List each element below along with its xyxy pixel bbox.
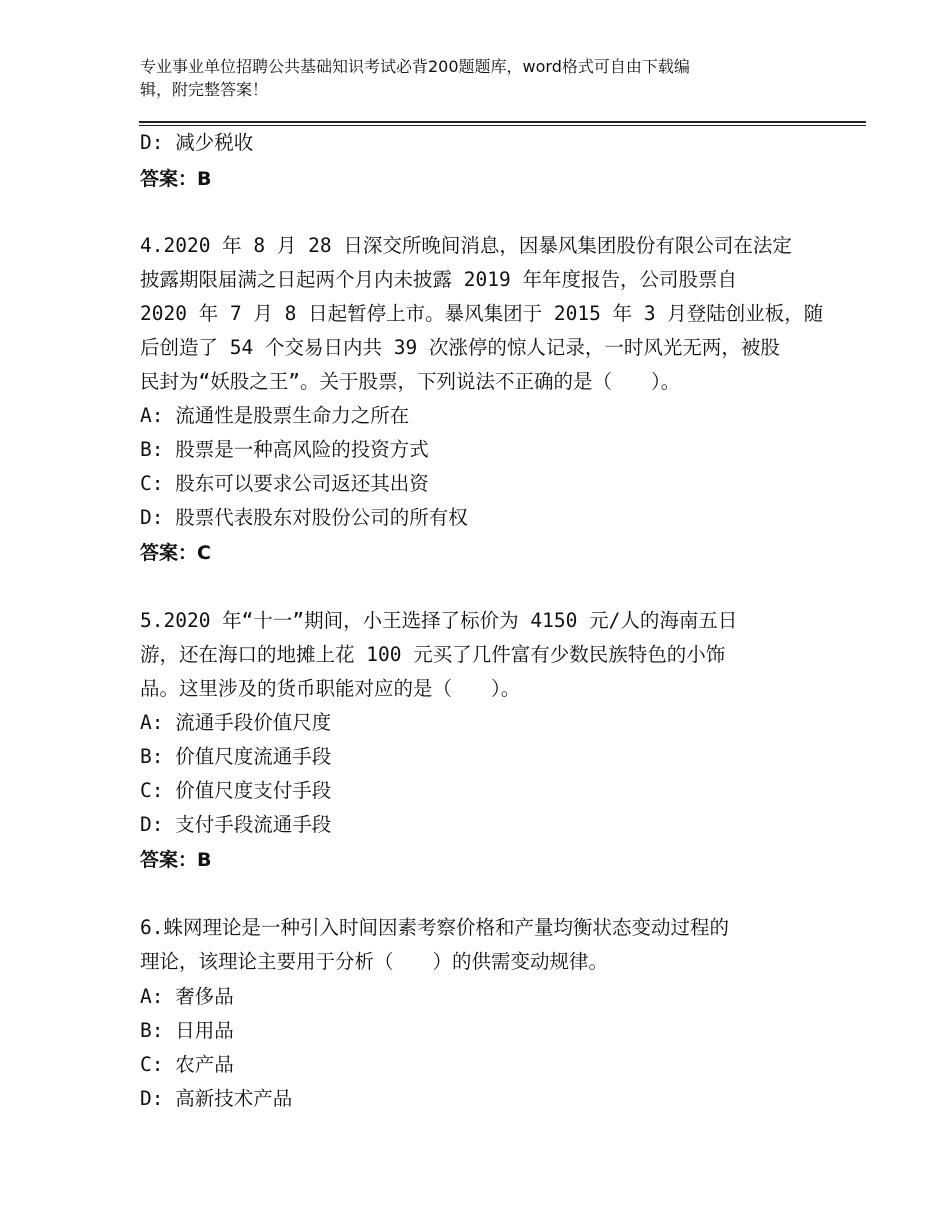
q3-answer: 答案：B xyxy=(140,168,212,190)
q5-option-d: D: 支付手段流通手段 xyxy=(140,813,332,836)
header-rule-thin xyxy=(139,125,866,126)
q4-text-line-2: 披露期限届满之日起两个月内未披露 2019 年年度报告，公司股票自 xyxy=(140,268,737,291)
q6-option-c: C: 农产品 xyxy=(140,1053,234,1076)
q4-option-c: C: 股东可以要求公司返还其出资 xyxy=(140,472,429,495)
q6-text-line-1: 6.蛛网理论是一种引入时间因素考察价格和产量均衡状态变动过程的 xyxy=(140,916,729,939)
q5-text-line-1: 5.2020 年“十一”期间，小王选择了标价为 4150 元/人的海南五日 xyxy=(140,609,738,632)
q4-option-a: A: 流通性是股票生命力之所在 xyxy=(140,404,410,427)
q6-option-d: D: 高新技术产品 xyxy=(140,1087,293,1110)
q5-text-line-2: 游，还在海口的地摊上花 100 元买了几件富有少数民族特色的小饰 xyxy=(140,643,726,666)
q4-text-line-3: 2020 年 7 月 8 日起暂停上市。暴风集团于 2015 年 3 月登陆创业板，随 xyxy=(140,302,824,325)
q5-option-c: C: 价值尺度支付手段 xyxy=(140,779,332,802)
q4-text-line-4: 后创造了 54 个交易日内共 39 次涨停的惊人记录，一时风光无两，被股 xyxy=(140,336,780,359)
q5-option-a: A: 流通手段价值尺度 xyxy=(140,711,332,734)
q4-option-d: D: 股票代表股东对股份公司的所有权 xyxy=(140,506,468,529)
q6-option-a: A: 奢侈品 xyxy=(140,985,234,1008)
q6-option-b: B: 日用品 xyxy=(140,1019,234,1042)
page-header: 专业事业单位招聘公共基础知识考试必背200题题库，word格式可自由下载编 辑，附完整答案！ xyxy=(140,57,690,99)
q4-text-line-5: 民封为“妖股之王”。关于股票，下列说法不正确的是（ ）。 xyxy=(140,370,681,393)
q3-option-d: D: 减少税收 xyxy=(140,131,254,154)
header-rule-thick xyxy=(139,121,866,123)
q5-text-line-3: 品。这里涉及的货币职能对应的是（ ）。 xyxy=(140,677,521,700)
q4-text-line-1: 4.2020 年 8 月 28 日深交所晚间消息，因暴风集团股份有限公司在法定 xyxy=(140,234,792,257)
q5-answer: 答案：B xyxy=(140,849,212,871)
q4-option-b: B: 股票是一种高风险的投资方式 xyxy=(140,438,429,461)
q5-option-b: B: 价值尺度流通手段 xyxy=(140,745,332,768)
q6-text-line-2: 理论，该理论主要用于分析（ ）的供需变动规律。 xyxy=(140,950,609,973)
q4-answer: 答案：C xyxy=(140,542,211,564)
